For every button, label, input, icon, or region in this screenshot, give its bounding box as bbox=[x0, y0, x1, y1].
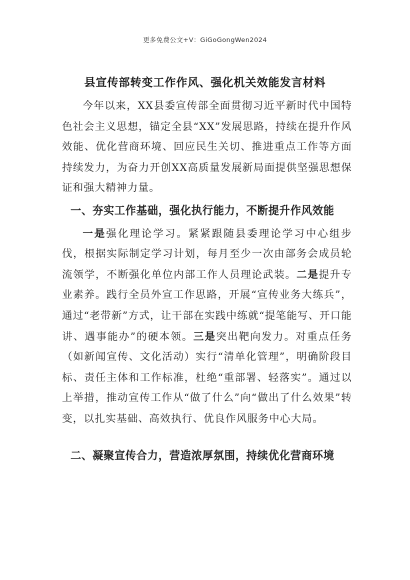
point-three-text: 突出靶向发力。对重点任务（如新闻宣传、文化活动）实行“清单化管理”，明确阶段目标、责任主体和工作标准，杜绝“重部署、轻落实”。通过以上举措，推动宣传工作从“做了什么”向“做出了什么效果”转变，以扎实基础、高效执行、优良作风服务中心大局。 bbox=[62, 330, 353, 425]
intro-paragraph: 今年以来，XX县委宣传部全面贯彻习近平新时代中国特色社会主义思想，锚定全县“XX”发展思路，持续在提升作风效能、优化营商环境、回应民生关切、推进重点工作等方面持续发力，为奋力开创XX高质量发展新局面提供坚强思想保证和强大精神力量。 bbox=[62, 100, 352, 195]
point-one-lead: 一是 bbox=[82, 227, 107, 240]
section-1-paragraph bbox=[62, 224, 352, 430]
header-note: 更多免费公文+V：GiGoGongWen2024 bbox=[142, 36, 267, 44]
point-three-lead: 三是 bbox=[193, 330, 217, 343]
point-two-lead: 二是 bbox=[296, 268, 319, 281]
section-1-heading: 一、夯实工作基础，强化执行能力，不断提升作风效能 bbox=[70, 204, 335, 217]
document-body bbox=[62, 96, 352, 468]
point-two-text: 提升专业素养。践行全员外宣工作思路，开展“宣传业务大练兵”，通过“老带新”方式，让干部在实践中练就“提笔能写、开口能讲、遇事能办”的硬本领。 bbox=[62, 268, 353, 343]
point-one-text: 强化理论学习。紧紧跟随县委理论学习中心组步伐，根据实际制定学习计划，每月至少一次由部务会成员轮流领学，不断强化单位内部工作人员理论武装。 bbox=[62, 227, 352, 281]
document-title: 县宣传部转变工作作风、强化机关效能发言材料 bbox=[84, 76, 326, 89]
section-2-heading: 二、凝聚宣传合力，营造浓厚氛围，持续优化营商环境 bbox=[70, 449, 335, 462]
